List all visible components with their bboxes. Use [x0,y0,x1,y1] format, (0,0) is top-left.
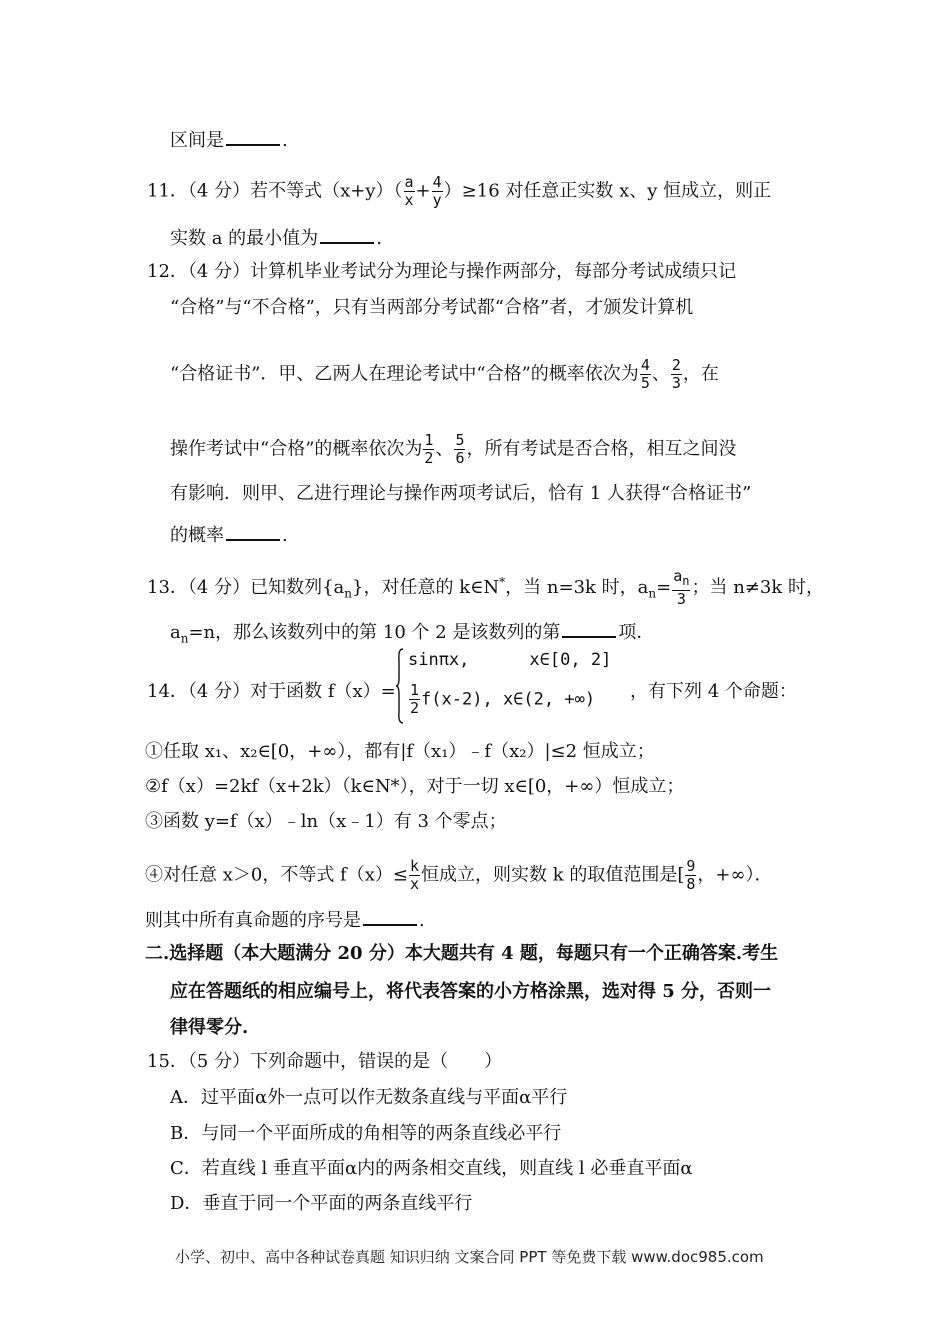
answer-blank [363,906,417,926]
question-12-line2: “合格”与“不合格”，只有当两部分考试都“合格”者，才颁发计算机 [170,297,694,318]
question-15: 15．（5 分）下列命题中，错误的是（ ） [147,1051,503,1072]
section-2-heading-line1: 二.选择题（本大题满分 20 分）本大题共有 4 题，每题只有一个正确答案.考生 [145,943,779,964]
section-2-heading-line2: 应在答题纸的相应编号上，将代表答案的小方格涂黑，选对得 5 分，否则一 [170,981,772,1002]
question-14-ask: 则其中所有真命题的序号是 . [145,906,425,933]
question-13-line1: 13．（4 分）已知数列$\{a_n\}$，对任意的 k∈N*，当 n=3k 时，$a_n=$ $\frac{a_n}{3}$ ；当 n≠3k 时， [147,567,824,608]
answer-blank [562,618,616,638]
question-13-line2: $a_n=n$，那么该数列中的第 10 个 2 是该数列的第 项． [170,618,654,651]
fraction-4-over-y: $\frac{4}{y}$ [432,173,442,209]
piecewise-function [396,648,626,724]
fraction-1-2: $\frac{1}{2}$ [424,431,434,467]
fraction-k-over-x: $\frac{k}{x}$ [409,857,419,893]
fraction-5-6: $\frac{5}{6}$ [455,431,465,467]
fraction-4-5: $\frac{4}{5}$ [640,356,650,392]
fraction-9-8: $\frac{9}{8}$ [686,857,696,893]
question-14-line1: 14．（4 分）对于函数 f（x）= [147,681,396,702]
section-2-heading-line3: 律得零分. [170,1017,249,1038]
case-1: sinπx, x∈[0, 2] [408,650,612,670]
proposition-3: ③函数 y=f（x）﹣ln（x﹣1）有 3 个零点； [145,811,507,832]
question-12-line6: 的概率 . [170,521,288,548]
proposition-4: ④对任意 x＞0，不等式 f（x）≤ $\frac{k}{x}$ 恒成立，则实数 k 的取值范围是[ $\frac{9}{8}$ ，+∞）． [145,857,773,893]
fraction-2-3: $\frac{2}{3}$ [671,356,681,392]
answer-blank [226,521,280,541]
proposition-2: ②f（x）=2kf（x+2k）（k∈N*），对于一切 x∈[0，+∞）恒成立； [145,776,685,797]
option-a: A．过平面α外一点可以作无数条直线与平面α平行 [170,1087,568,1108]
question-14-line1-end: ，有下列 4 个命题： [630,681,797,702]
question-11-line2: 实数 a 的最小值为 . [170,224,382,251]
q10-tail: 区间是 . [170,126,288,153]
option-d: D．垂直于同一个平面的两条直线平行 [170,1193,473,1214]
question-12-line4: 操作考试中“合格”的概率依次为 $\frac{1}{2}$ 、 $\frac{5}{6}$ ，所有考试是否合格，相互之间没 [170,431,737,467]
fraction-a-over-x: $\frac{a}{x}$ [404,173,414,209]
question-12-line5: 有影响．则甲、乙进行理论与操作两项考试后，恰有 1 人获得“合格证书” [170,483,752,504]
fraction-1-2: $\frac{1}{2}$ [410,681,420,717]
proposition-1: ①任取 x₁、x₂∈[0，+∞），都有|f（x₁）﹣f（x₂）|≤2 恒成立； [145,741,655,762]
answer-blank [226,126,280,146]
option-c: C．若直线 l 垂直平面α内的两条相交直线，则直线 l 必垂直平面α [170,1158,693,1179]
answer-blank [320,224,374,244]
question-11-line1: 11．（4 分）若不等式（x+y）（ $\frac{a}{x}$ + $\frac{4}{y}$ ）≥16 对任意正实数 x、y 恒成立，则正 [147,173,772,209]
option-b: B．与同一个平面所成的角相等的两条直线必平行 [170,1123,562,1144]
question-12-line1: 12．（4 分）计算机毕业考试分为理论与操作两部分，每部分考试成绩只记 [147,261,737,282]
case-2: $\frac{1}{2}$ f(x-2), x∈(2, +∞) [410,681,596,717]
left-brace-icon [396,648,404,724]
footer-ad: 小学、初中、高中各种试卷真题 知识归纳 文案合同 PPT 等免费下载 www.doc985.com [175,1248,764,1266]
question-12-line3: “合格证书”．甲、乙两人在理论考试中“合格”的概率依次为 $\frac{4}{5}$ 、 $\frac{2}{3}$ ，在 [170,356,719,392]
fraction-an-over-3: $\frac{a_n}{3}$ [673,567,690,608]
